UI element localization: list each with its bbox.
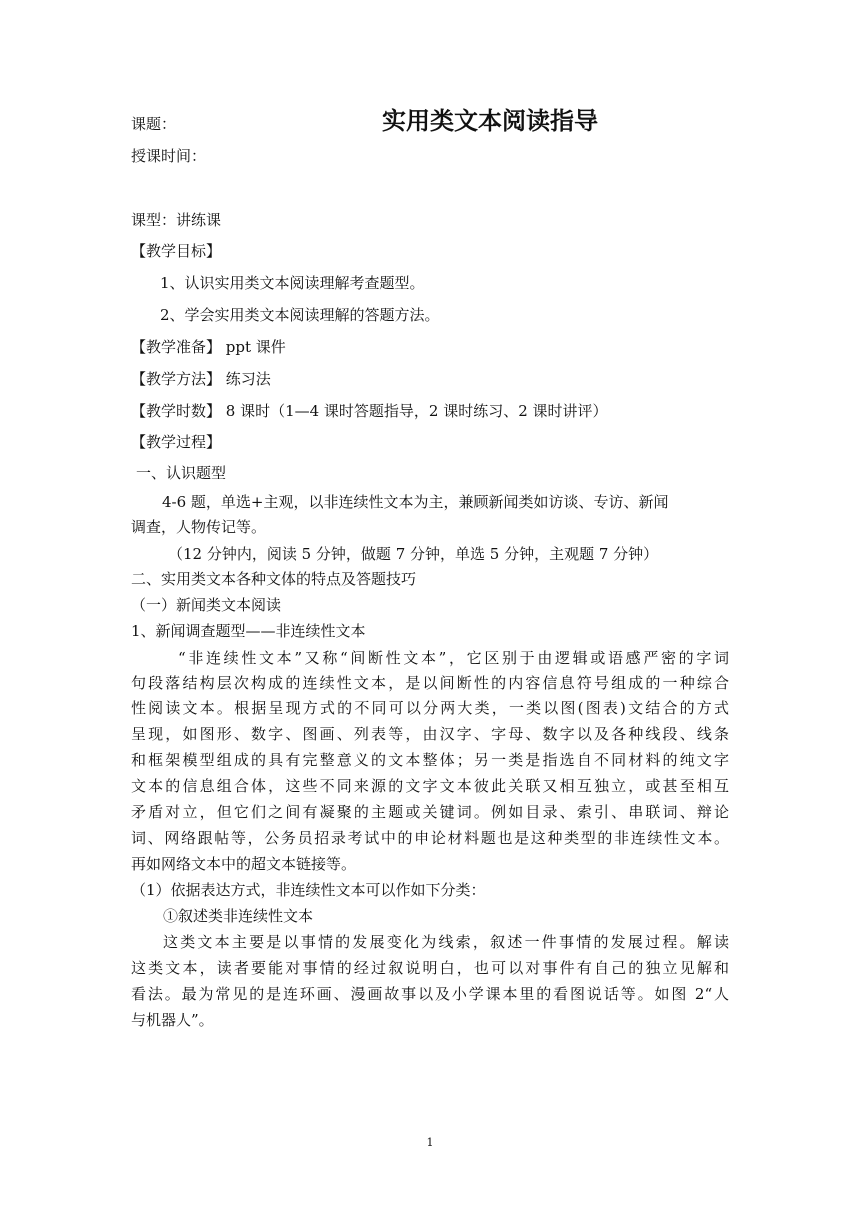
paragraph-line: （12 分钟内，阅读 5 分钟，做题 7 分钟，单选 5 分钟，主观题 7 分钟） [168,545,659,563]
goals-heading: 【教学目标】 [131,242,222,260]
hours-line: 【教学时数】 8 课时（1—4 课时答题指导，2 课时练习、2 课时讲评） [131,402,608,420]
course-label: 课题： [131,115,177,133]
type-heading: ①叙述类非连续性文本 [163,907,314,925]
prep-line: 【教学准备】 ppt 课件 [131,338,286,356]
method-line: 【教学方法】 练习法 [131,370,271,388]
process-heading: 【教学过程】 [131,433,222,451]
paragraph-line: 呈现，如图形、数字、图画、列表等，由汉字、字母、数字以及各种线段、线条 [131,725,729,743]
paragraph-line: 这类文本，读者要能对事情的经过叙说明白，也可以对事件有自己的独立见解和 [131,959,729,977]
section-heading: 一、认识题型 [136,464,227,482]
paragraph-line: 句段落结构层次构成的连续性文本，是以间断性的内容信息符号组成的一种综合 [131,674,729,692]
subsection-heading: （一）新闻类文本阅读 [131,596,282,614]
goal-item: 2、学会实用类文本阅读理解的答题方法。 [160,306,440,324]
page-number: 1 [426,1136,434,1149]
time-label: 授课时间： [131,147,207,165]
paragraph-line: 与机器人”。 [131,1011,214,1029]
paragraph-line: 和框架模型组成的具有完整意义的文本整体；另一类是指选自不同材料的纯文字 [131,751,729,769]
paragraph-line: 4-6 题，单选+主观，以非连续性文本为主，兼顾新闻类如访谈、专访、新闻 [162,493,669,511]
paragraph-line: 性阅读文本。根据呈现方式的不同可以分两大类，一类以图(图表)文结合的方式 [131,699,729,717]
paragraph-line: 矛盾对立，但它们之间有凝聚的主题或关键词。例如目录、索引、串联词、辩论 [131,803,729,821]
paragraph-line: 文本的信息组合体，这些不同来源的文字文本彼此关联又相互独立，或甚至相互 [131,777,729,795]
goal-item: 1、认识实用类文本阅读理解考查题型。 [160,274,425,292]
paragraph-line: 词、网络跟帖等，公务员招录考试中的申论材料题也是这种类型的非连续性文本。 [131,829,729,847]
paragraph-line: 再如网络文本中的超文本链接等。 [131,855,357,873]
classify-line: （1）依据表达方式，非连续性文本可以作如下分类： [131,881,486,899]
paragraph-line: “非连续性文本”又称“间断性文本”，它区别于由逻辑或语感严密的字词 [178,649,729,667]
section-heading: 二、实用类文本各种文体的特点及答题技巧 [131,570,417,588]
course-type: 课型：讲练课 [131,211,222,229]
paragraph-line: 这类文本主要是以事情的发展变化为线索，叙述一件事情的发展过程。解读 [163,933,729,951]
item-heading: 1、新闻调查题型——非连续性文本 [131,622,366,640]
page-title: 实用类文本阅读指导 [382,107,598,135]
paragraph-line: 看法。最为常见的是连环画、漫画故事以及小学课本里的看图说话等。如图 2“人 [131,985,729,1003]
paragraph-line: 调查，人物传记等。 [131,518,267,536]
